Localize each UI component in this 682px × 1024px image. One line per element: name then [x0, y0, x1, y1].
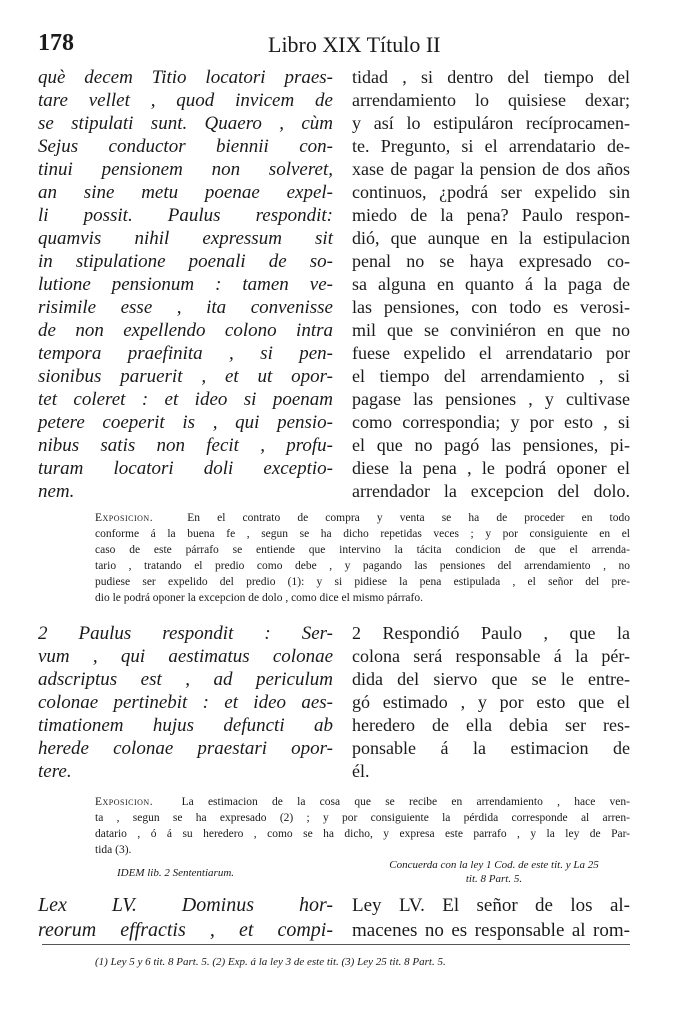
commentary-line: tario , tratando el predio como debe , y pagando las pensiones del arrendamiento , no	[95, 560, 630, 572]
footnote-divider	[42, 944, 630, 945]
commentary-line: datario , ó á su heredero , como se ha dicho, y expresa este parrafo , y la ley de Par-	[95, 828, 630, 840]
spanish-line: y así lo estipuláron recíprocamen-	[352, 113, 630, 133]
spanish-line: Ley LV. El señor de los al-	[352, 895, 630, 916]
spanish-line: arrendamiento lo quisiese dexar;	[352, 90, 630, 110]
latin-line: quamvis nihil expressum sit	[38, 228, 333, 249]
commentary-label: Exposicion.	[95, 512, 154, 524]
spanish-line: xase de pagar la pension de dos años	[352, 159, 630, 179]
latin-line: nem.	[38, 481, 75, 502]
spanish-line: diese la pena , le podrá oponer el	[352, 458, 630, 478]
spanish-line: pagase las pensiones , y cultivase	[352, 389, 630, 409]
latin-line: tare vellet , quod invicem de	[38, 90, 333, 111]
latin-line: li possit. Paulus respondit:	[38, 205, 333, 226]
commentary-1	[95, 510, 630, 606]
latin-line: tere.	[38, 761, 72, 782]
latin-line: nibus satis non fecit , profu-	[38, 435, 333, 456]
commentary-line: tida (3).	[95, 844, 132, 856]
commentary-2	[95, 794, 630, 858]
spanish-line: te. Pregunto, si el arrendatario de-	[352, 136, 630, 156]
spanish-line: el tiempo del arrendamiento , si	[352, 366, 630, 386]
commentary-line	[95, 794, 630, 810]
spanish-line: continuos, ¿podrá ser expelido sin	[352, 182, 630, 202]
latin-line: reorum effractis , et compi-	[38, 919, 333, 941]
latin-line: adscriptus est , ad periculum	[38, 669, 333, 690]
spanish-line: ponsable á la estimacion de	[352, 738, 630, 758]
latin-line: què decem Titio locatori praes-	[38, 67, 333, 88]
commentary-line: caso de este párrafo se entiende que intervino la tácita condicion de que el arrenda-	[95, 544, 630, 556]
spanish-line: mil que se conviniéron en que no	[352, 320, 630, 340]
spanish-line: como correspondia; y por esto , si	[352, 412, 630, 432]
latin-line: petere coeperit is , qui pensio-	[38, 412, 333, 433]
latin-column-1	[38, 66, 333, 503]
running-head: Libro XIX Título II	[268, 32, 441, 57]
commentary-line	[95, 510, 630, 526]
spanish-line: él.	[352, 761, 370, 781]
page-header	[38, 30, 630, 60]
concordance-line: tit. 8 Part. 5.	[465, 873, 523, 885]
commentary-line: dio le podrá oponer la excepcion de dolo , como dice el mismo párrafo.	[95, 592, 423, 604]
source-citation: IDEM lib. 2 Sententiarum.	[117, 867, 235, 879]
latin-line: vum , qui aestimatus colonae	[38, 646, 333, 667]
spanish-line: colona será responsable á la pér-	[352, 646, 630, 666]
spanish-line: gó estimado , y por esto que el	[352, 692, 630, 712]
latin-line: Lex LV. Dominus hor-	[38, 894, 333, 916]
commentary-line: ta , segun se ha expresado (2) ; y por consiguiente la pérdida corresponde al arren-	[95, 812, 630, 824]
concordance-note	[360, 858, 628, 886]
commentary-line: conforme á la buena fe , segun se ha dicho repetidas veces ; y por consiguiente en el	[95, 528, 630, 540]
spanish-column-3	[352, 893, 630, 943]
latin-line: tempora praefinita , si pen-	[38, 343, 333, 364]
latin-line: tet coleret : et ideo si poenam	[38, 389, 333, 410]
spanish-line: dida del siervo que se le entre-	[352, 669, 630, 689]
latin-line: turam locatori doli exceptio-	[38, 458, 333, 479]
latin-line: an sine metu poenae expel-	[38, 182, 333, 203]
latin-line: 2 Paulus respondit : Ser-	[38, 623, 333, 644]
sources-row	[95, 858, 630, 892]
spanish-line: heredero de ella debia ser res-	[352, 715, 630, 735]
latin-line: de non expellendo colono intra	[38, 320, 333, 341]
latin-line: sionibus paruerit , et ut opor-	[38, 366, 333, 387]
page-number: 178	[38, 30, 74, 56]
latin-column-3	[38, 893, 333, 943]
spanish-line: tidad , si dentro del tiempo del	[352, 67, 630, 87]
commentary-text: La estimacion de la cosa que se recibe en arrendamiento , hace ven-	[181, 796, 630, 808]
spanish-line: miedo de la pena? Paulo respon-	[352, 205, 630, 225]
spanish-line: fuese expelido el arrendatario por	[352, 343, 630, 363]
spanish-column-2	[352, 622, 630, 783]
spanish-line: arrendador la excepcion del dolo.	[352, 481, 630, 501]
latin-line: herede colonae praestari opor-	[38, 738, 333, 759]
spanish-line: macenes no es responsable al rom-	[352, 920, 630, 941]
latin-column-2	[38, 622, 333, 783]
footnotes: (1) Ley 5 y 6 tit. 8 Part. 5. (2) Exp. á la ley 3 de este tit. (3) Ley 25 tit. 8 Part. 5.	[95, 956, 446, 968]
commentary-text: En el contrato de compra y venta se ha de proceder en todo	[187, 512, 630, 524]
spanish-line: las pensiones, con todo es verosi-	[352, 297, 630, 317]
latin-line: in stipulatione poenali de so-	[38, 251, 333, 272]
spanish-line: 2 Respondió Paulo , que la	[352, 623, 630, 643]
concordance-line: Concuerda con la ley 1 Cod. de este tit. y La 25	[389, 859, 599, 871]
spanish-column-1	[352, 66, 630, 503]
commentary-label: Exposicion.	[95, 796, 154, 808]
commentary-line: pudiese ser expelido del predio (1): y si pidiese la pena estipulada , el señor del pre-	[95, 576, 630, 588]
spanish-line: sa alguna en quanto á la paga de	[352, 274, 630, 294]
spanish-line: el que no pagó las pensiones, pi-	[352, 435, 630, 455]
latin-line: timationem hujus defuncti ab	[38, 715, 333, 736]
latin-line: lutione pensionum : tamen ve-	[38, 274, 333, 295]
latin-line: se stipulati sunt. Quaero , cùm	[38, 113, 333, 134]
spanish-line: dió, que aunque en la estipulacion	[352, 228, 630, 248]
latin-line: risimile esse , ita convenisse	[38, 297, 333, 318]
latin-line: tinui pensionem non solveret,	[38, 159, 333, 180]
spanish-line: penal no se haya expresado co-	[352, 251, 630, 271]
latin-line: colonae pertinebit : et ideo aes-	[38, 692, 333, 713]
latin-line: Sejus conductor biennii con-	[38, 136, 333, 157]
